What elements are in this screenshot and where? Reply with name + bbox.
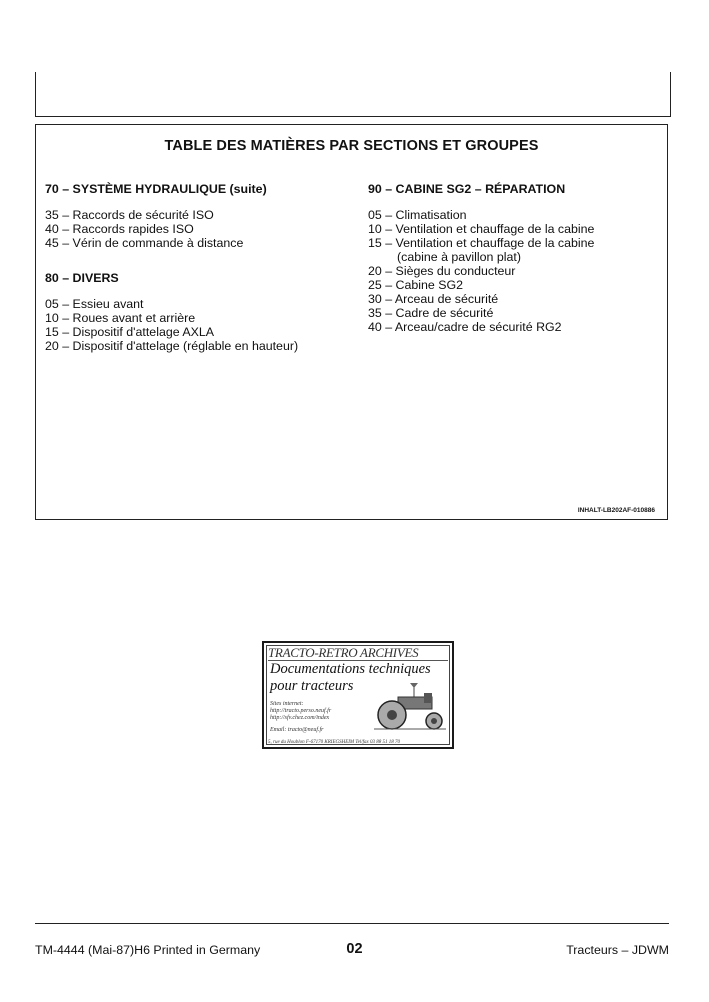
toc-item: 15 – Ventilation et chauffage de la cabine (368, 236, 595, 250)
stamp-title: TRACTO-RETRO ARCHIVES (268, 645, 419, 660)
stamp-address: 5, rue du Houblon F-67170 KRIEGSHEIM Tel/fax 03 88 51 18 70 (268, 740, 401, 745)
reference-code: INHALT-LB202AF-010886 (577, 507, 655, 514)
toc-item: 20 – Sièges du conducteur (368, 264, 516, 278)
toc-item: 10 – Roues avant et arrière (45, 311, 196, 325)
toc-item: 35 – Cadre de sécurité (368, 306, 494, 320)
stamp-sites-label: Sites internet: (270, 701, 304, 707)
archive-stamp (262, 641, 454, 749)
footer-product: Tracteurs – JDWM (566, 943, 669, 957)
stamp-site-2: http://sfv.chez.com/index (270, 715, 330, 721)
toc-box (35, 124, 668, 520)
section-heading-80: 80 – DIVERS (45, 271, 119, 285)
stamp-site-1: http://tracto.perso.neuf.fr (270, 708, 332, 714)
toc-item: 05 – Climatisation (368, 208, 467, 222)
section-heading-90: 90 – CABINE SG2 – RÉPARATION (368, 182, 566, 196)
toc-item: 20 – Dispositif d'attelage (réglable en hauteur) (45, 339, 299, 353)
toc-item: 25 – Cabine SG2 (368, 278, 464, 292)
top-frame (35, 72, 671, 117)
stamp-email: Email: tracto@neuf.fr (270, 727, 324, 733)
page-number: 02 (346, 941, 363, 957)
section-heading-70: 70 – SYSTÈME HYDRAULIQUE (suite) (45, 182, 267, 196)
toc-item: 35 – Raccords de sécurité ISO (45, 208, 214, 222)
toc-item: 10 – Ventilation et chauffage de la cabine (368, 222, 595, 236)
toc-left-column (45, 182, 298, 353)
toc-item: 30 – Arceau de sécurité (368, 292, 499, 306)
footer-document-id: TM-4444 (Mai-87)H6 Printed in Germany (35, 943, 261, 957)
toc-item: 45 – Vérin de commande à distance (45, 236, 244, 250)
toc-item: 15 – Dispositif d'attelage AXLA (45, 325, 215, 339)
toc-title: TABLE DES MATIÈRES PAR SECTIONS ET GROUPES (164, 138, 539, 154)
toc-item: 40 – Raccords rapides ISO (45, 222, 194, 236)
toc-right-column (368, 182, 594, 334)
footer-rule (35, 923, 669, 924)
toc-item-continuation: (cabine à pavillon plat) (397, 250, 521, 264)
toc-item: 40 – Arceau/cadre de sécurité RG2 (368, 320, 562, 334)
toc-item: 05 – Essieu avant (45, 297, 144, 311)
stamp-line-1: Documentations techniques (270, 661, 431, 677)
tractor-icon (370, 681, 448, 733)
stamp-line-2: pour tracteurs (270, 678, 354, 694)
